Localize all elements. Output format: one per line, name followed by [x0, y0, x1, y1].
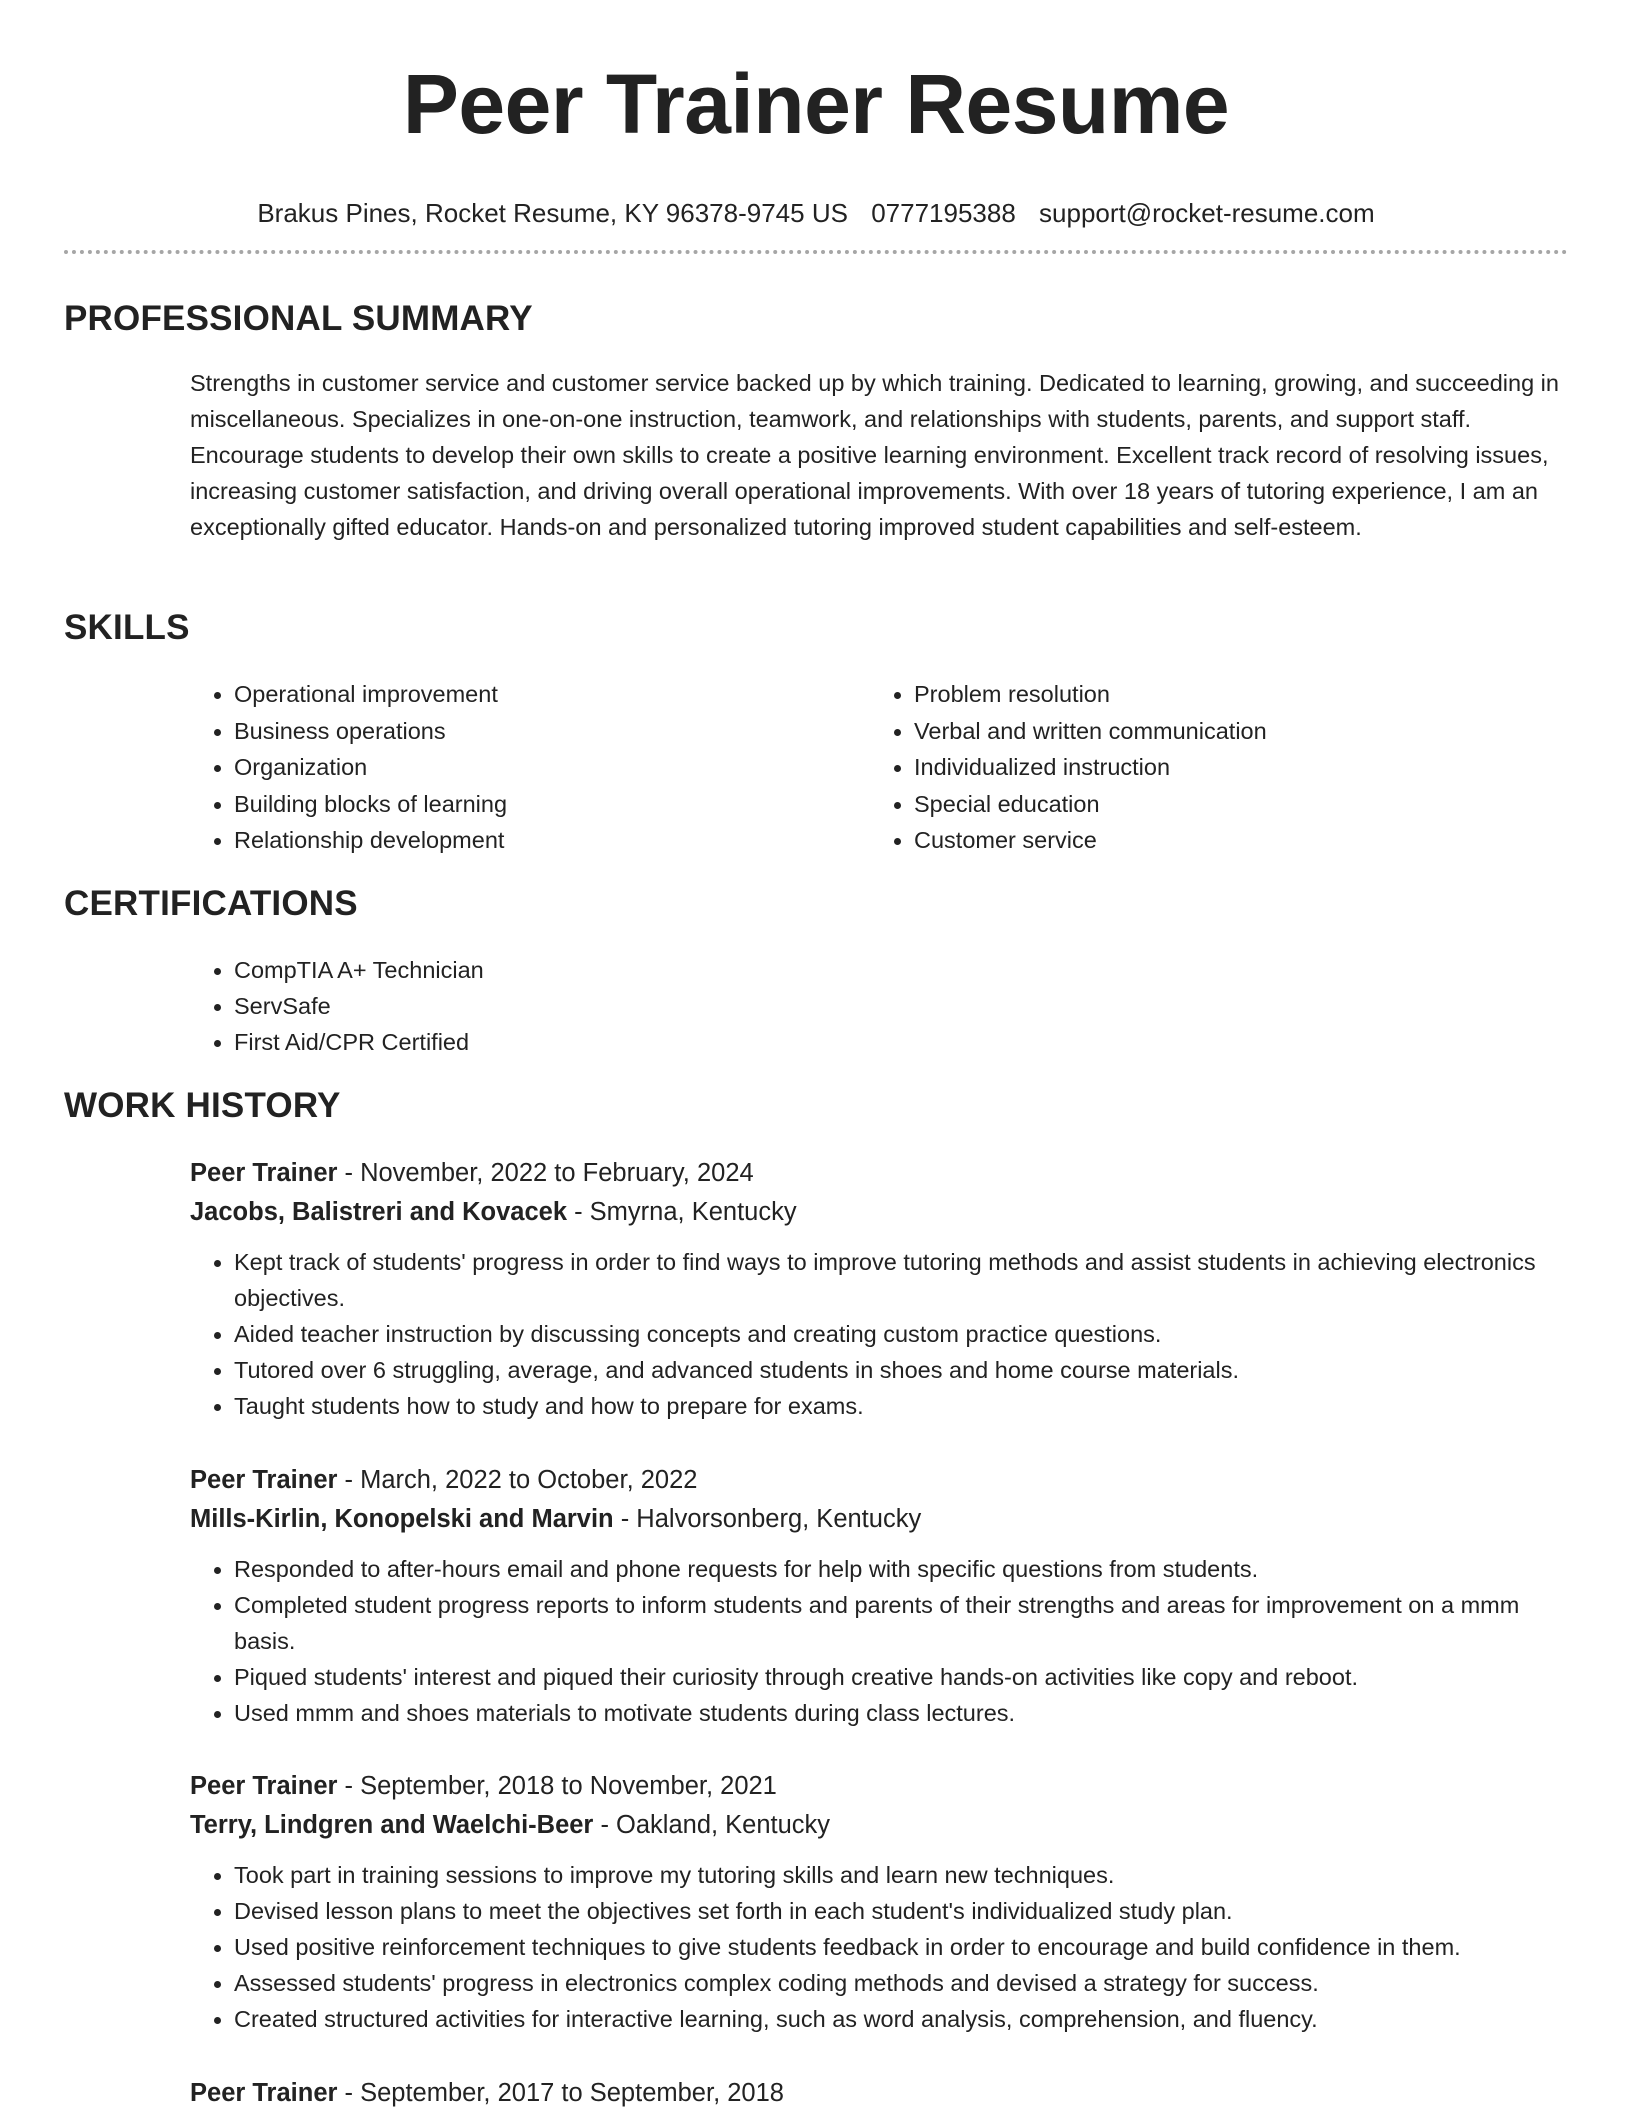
job-company-line — [190, 1193, 1570, 1232]
certifications-list — [190, 952, 990, 1060]
job-bullet: • Completed student progress reports to inform students and parents of their strengths and areas for improvement on a mmm basis. — [234, 1587, 1570, 1659]
resume-title: Peer Trainer Resume — [402, 57, 1230, 151]
header-divider — [64, 250, 1568, 254]
certification-item: • ServSafe — [234, 988, 990, 1024]
job-title: Peer Trainer — [190, 1466, 338, 1494]
job-title: Peer Trainer — [190, 1159, 338, 1187]
contact-phone: 0777195388 — [871, 198, 1016, 228]
job-bullets — [190, 1244, 1570, 1424]
job-title-line — [190, 1461, 1570, 1500]
job-bullet: • Took part in training sessions to improve my tutoring skills and learn new techniques. — [234, 1857, 1570, 1893]
job-title-line — [190, 2074, 1570, 2113]
job-bullets — [190, 1857, 1570, 2037]
job-bullet: • Devised lesson plans to meet the objectives set forth in each student's individualized study plan. — [234, 1893, 1570, 1929]
job-company: Terry, Lindgren and Waelchi-Beer — [190, 1811, 594, 1839]
skill-item: • Individualized instruction — [914, 749, 1510, 786]
skill-item: • Operational improvement — [234, 676, 830, 713]
job-entry — [190, 2074, 1570, 2113]
job-bullet: • Tutored over 6 struggling, average, and advanced students in shoes and home course materials. — [234, 1352, 1570, 1388]
skill-item: • Customer service — [914, 822, 1510, 859]
job-bullet: • Used positive reinforcement techniques to give students feedback in order to encourage and build confidence in them. — [234, 1929, 1570, 1965]
job-bullets — [190, 1551, 1570, 1731]
contact-email: support@rocket-resume.com — [1039, 198, 1375, 228]
job-bullet: • Assessed students' progress in electronics complex coding methods and devised a strategy for success. — [234, 1965, 1570, 2001]
contact-address: Brakus Pines, Rocket Resume, KY 96378-9745 US — [257, 198, 848, 228]
contact-line — [64, 196, 1568, 230]
job-dates: - March, 2022 to October, 2022 — [337, 1466, 698, 1494]
skill-item: • Special education — [914, 786, 1510, 823]
skills-heading: SKILLS — [64, 608, 190, 647]
job-bullet: • Responded to after-hours email and phone requests for help with specific questions from students. — [234, 1551, 1570, 1587]
skills-column-right — [870, 676, 1510, 859]
job-bullet: • Kept track of students' progress in order to find ways to improve tutoring methods and assist students in achieving electronics objectives. — [234, 1244, 1570, 1316]
job-entry — [190, 1154, 1570, 1424]
job-location: - Halvorsonberg, Kentucky — [613, 1505, 922, 1533]
job-bullet: • Aided teacher instruction by discussing concepts and creating custom practice questions. — [234, 1316, 1570, 1352]
job-dates: - November, 2022 to February, 2024 — [337, 1159, 754, 1187]
job-company: Mills-Kirlin, Konopelski and Marvin — [190, 1505, 614, 1533]
job-entry — [190, 1461, 1570, 1731]
skill-item: • Business operations — [234, 713, 830, 750]
certification-item: • First Aid/CPR Certified — [234, 1024, 990, 1060]
certification-item: • CompTIA A+ Technician — [234, 952, 990, 988]
job-bullet: • Taught students how to study and how to prepare for exams. — [234, 1388, 1570, 1424]
job-entry — [190, 1767, 1570, 2037]
job-bullet: • Used mmm and shoes materials to motivate students during class lectures. — [234, 1695, 1570, 1731]
job-dates: - September, 2017 to September, 2018 — [337, 2079, 784, 2107]
job-bullet: • Created structured activities for interactive learning, such as word analysis, comprehension, and fluency. — [234, 2001, 1570, 2037]
job-title-line — [190, 1767, 1570, 1806]
summary-heading: PROFESSIONAL SUMMARY — [64, 299, 533, 338]
certifications-heading: CERTIFICATIONS — [64, 884, 358, 923]
job-title: Peer Trainer — [190, 2079, 338, 2107]
job-company-line — [190, 1806, 1570, 1845]
job-bullet: • Piqued students' interest and piqued their curiosity through creative hands-on activities like copy and reboot. — [234, 1659, 1570, 1695]
job-dates: - September, 2018 to November, 2021 — [337, 1772, 777, 1800]
job-company: Jacobs, Balistreri and Kovacek — [190, 1198, 568, 1226]
job-location: - Smyrna, Kentucky — [567, 1198, 797, 1226]
skill-item: • Organization — [234, 749, 830, 786]
skills-column-left — [190, 676, 830, 859]
job-company-line — [190, 1500, 1570, 1539]
skill-item: • Building blocks of learning — [234, 786, 830, 823]
skill-item: • Relationship development — [234, 822, 830, 859]
job-location: - Oakland, Kentucky — [593, 1811, 831, 1839]
skill-item: • Verbal and written communication — [914, 713, 1510, 750]
skill-item: • Problem resolution — [914, 676, 1510, 713]
work-history-heading: WORK HISTORY — [64, 1086, 341, 1125]
job-title: Peer Trainer — [190, 1772, 338, 1800]
summary-text: Strengths in customer service and customer service backed up by which training. Dedicated to learning, growing, and succeeding in miscellaneous. Specializes in one-on-one instruction, teamwork, and relationships with students, parents, and support staff. Encourage students to develop their own skills to create a positive learning environment. Excellent track record of resolving issues, increasing customer satisfaction, and driving overall operational improvements. With over 18 years of tutoring experience, I am an exceptionally gifted educator. Hands-on and personalized tutoring improved student capabilities and self-esteem. — [190, 370, 1559, 540]
resume-header — [64, 54, 1568, 230]
job-title-line — [190, 1154, 1570, 1193]
